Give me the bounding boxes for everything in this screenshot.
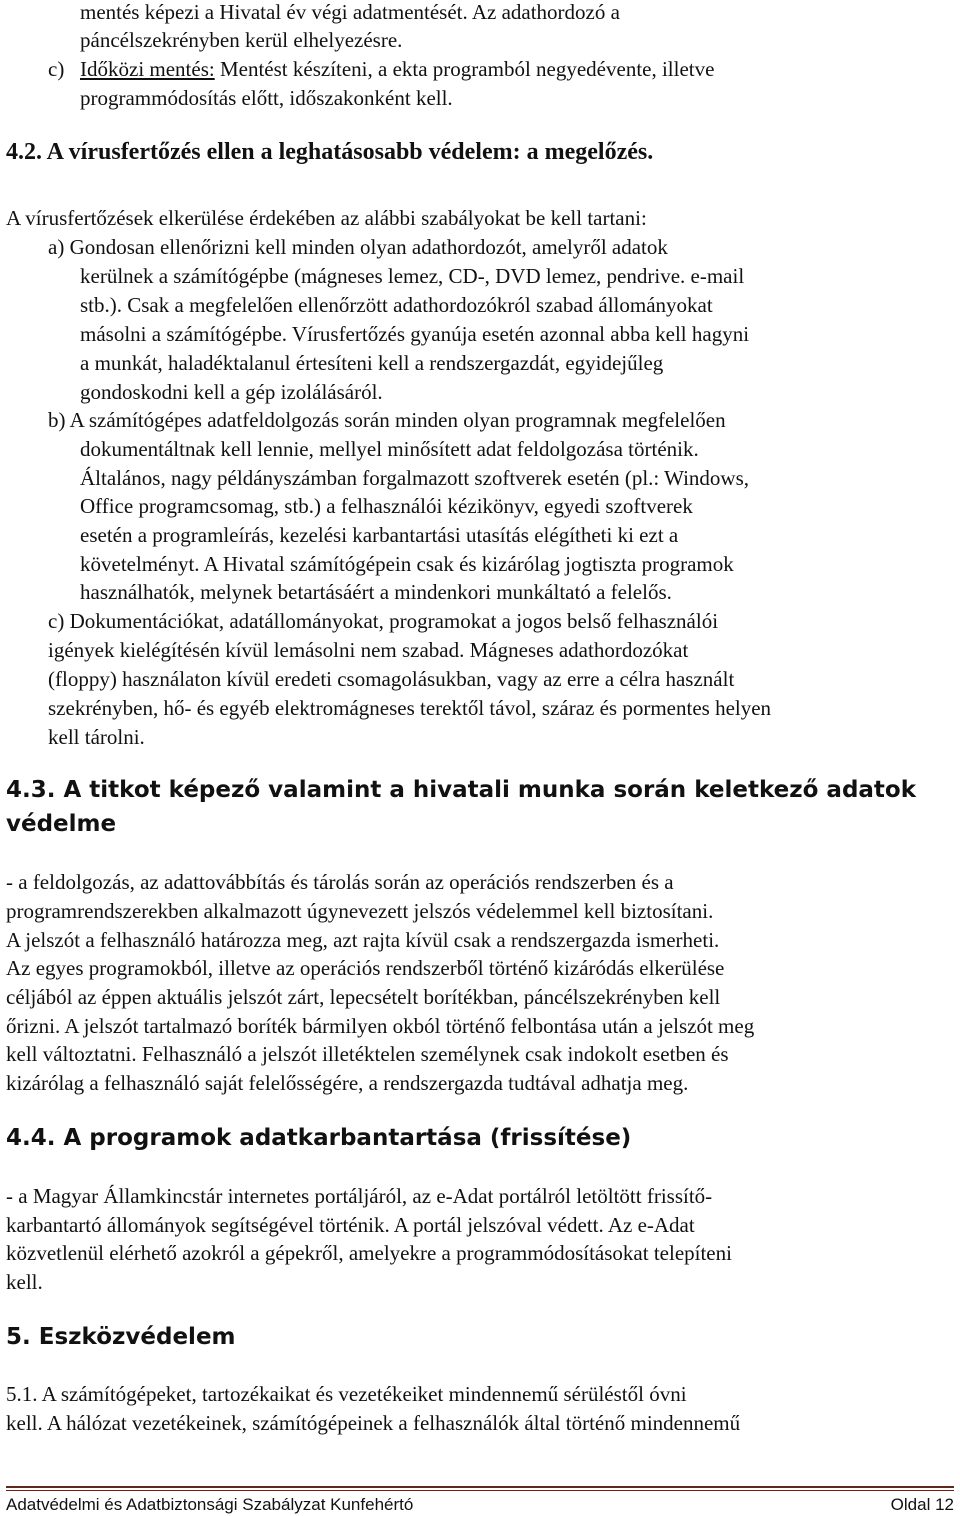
intro-line: A vírusfertőzések elkerülése érdekében az alábbi szabályokat be kell tartani: [6, 206, 647, 230]
list-item-c-line: c) Dokumentációkat, adatállományokat, programokat a jogos belső felhasználói [48, 609, 719, 633]
paragraph-line: őrizni. A jelszót tartalmazó boríték bármilyen okból történő felbontása után a jelszót meg [6, 1014, 755, 1038]
paragraph-line: - a feldolgozás, az adattovábbítás és tárolás során az operációs rendszerben és a [6, 870, 674, 894]
list-item-b-line: Office programcsomag, stb.) a felhasználói kézikönyv, egyedi szoftverek [80, 494, 693, 518]
item-text: Mentést készíteni, a ekta programból negyedévente, illetve [214, 57, 715, 81]
list-item-b-line: Általános, nagy példányszámban forgalmazott szoftverek esetén (pl.: Windows, [80, 466, 750, 490]
paragraph-line: kizárólag a felhasználó saját felelősségére, a rendszergazda tudtával adhatja meg. [6, 1071, 689, 1095]
list-item-a-line: másolni a számítógépbe. Vírusfertőzés gyanúja esetén azonnal abba kell hagyni [80, 322, 750, 346]
section-heading-4-4: 4.4. A programok adatkarbantartása (frissítése) [6, 1125, 632, 1151]
paragraph-line: - a Magyar Államkincstár internetes portáljáról, az e-Adat portálról letöltött frissítő- [6, 1184, 713, 1208]
section-heading-4-3-cont: védelme [6, 811, 117, 837]
paragraph-line: programmódosítás előtt, időszakonként kell. [80, 86, 453, 110]
section-heading-5: 5. Eszközvédelem [6, 1324, 236, 1350]
list-item-a-line: stb.). Csak a megfelelően ellenőrzött adathordozókról szabad állományokat [80, 293, 713, 317]
footer-rule [6, 1486, 954, 1488]
list-item-b-line: b) A számítógépes adatfeldolgozás során minden olyan programnak megfelelően [48, 408, 726, 432]
paragraph-line: kell. [6, 1270, 43, 1294]
footer-page-number: Oldal 12 [890, 1495, 954, 1514]
list-item-b-line: használhatók, melynek betartásáért a mindenkori munkáltató a felelős. [80, 580, 672, 604]
paragraph-line: páncélszekrényben kerül elhelyezésre. [80, 28, 403, 52]
paragraph-line: karbantartó állományok segítségével történik. A portál jelszóval védett. Az e-Adat [6, 1213, 695, 1237]
list-item-c-line: kell tárolni. [48, 725, 145, 749]
list-item-b-line: dokumentáltnak kell lennie, mellyel minősített adat feldolgozása történik. [80, 437, 699, 461]
section-heading-4-2: 4.2. A vírusfertőzés ellen a leghatásosabb védelem: a megelőzés. [6, 139, 654, 165]
section-heading-4-3: 4.3. A titkot képező valamint a hivatali munka során keletkező adatok [6, 777, 917, 803]
list-item-c-first-line [80, 55, 714, 83]
list-item-c-line: szekrényben, hő- és egyéb elektromágneses terektől távol, száraz és pormentes helyen [48, 696, 772, 720]
list-item-a-line: a munkát, haladéktalanul értesíteni kell a rendszergazdát, egyidejűleg [80, 351, 664, 375]
paragraph-line: Az egyes programokból, illetve az operációs rendszerből történő kizáródás elkerülése [6, 956, 725, 980]
paragraph-line: A jelszót a felhasználó határozza meg, azt rajta kívül csak a rendszergazda ismerheti. [6, 928, 720, 952]
list-item-b-line: követelményt. A Hivatal számítógépein csak és kizárólag jogtiszta programok [80, 552, 734, 576]
paragraph-line: 5.1. A számítógépeket, tartozékaikat és vezetékeiket mindennemű sérüléstől óvni [6, 1382, 687, 1406]
footer-rule-thin [6, 1490, 954, 1491]
list-item-c-line: igények kielégítésén kívül lemásolni nem szabad. Mágneses adathordozókat [48, 638, 689, 662]
paragraph-line: kell. A hálózat vezetékeinek, számítógépeinek a felhasználók által történő mindennemű [6, 1411, 741, 1435]
list-item-b-line: esetén a programleírás, kezelési karbantartási utasítás elégítheti ki ezt a [80, 523, 679, 547]
footer-title: Adatvédelmi és Adatbiztonsági Szabályzat Kunfehértó [6, 1495, 414, 1514]
list-item-a-line: a) Gondosan ellenőrizni kell minden olyan adathordozót, amelyről adatok [48, 235, 668, 259]
paragraph-line: céljából az éppen aktuális jelszót zárt, lepecsételt borítékban, páncélszekrényben kell [6, 985, 721, 1009]
paragraph-line: közvetlenül elérhető azokról a gépekről, amelyekre a programmódosításokat telepíteni [6, 1241, 732, 1265]
list-item-a-line: kerülnek a számítógépbe (mágneses lemez, CD-, DVD lemez, pendrive. e-mail [80, 264, 745, 288]
paragraph-line: programrendszerekben alkalmazott úgynevezett jelszós védelemmel kell biztosítani. [6, 899, 714, 923]
list-marker: c) [48, 57, 65, 81]
item-term: Időközi mentés: [80, 57, 215, 81]
paragraph-line: kell változtatni. Felhasználó a jelszót illetéktelen személynek csak indokolt esetben és [6, 1042, 729, 1066]
paragraph-line: mentés képezi a Hivatal év végi adatmentését. Az adathordozó a [80, 0, 620, 24]
list-item-c-line: (floppy) használaton kívül eredeti csomagolásukban, vagy az erre a célra használt [48, 667, 735, 691]
list-item-a-line: gondoskodni kell a gép izolálásáról. [80, 380, 383, 404]
